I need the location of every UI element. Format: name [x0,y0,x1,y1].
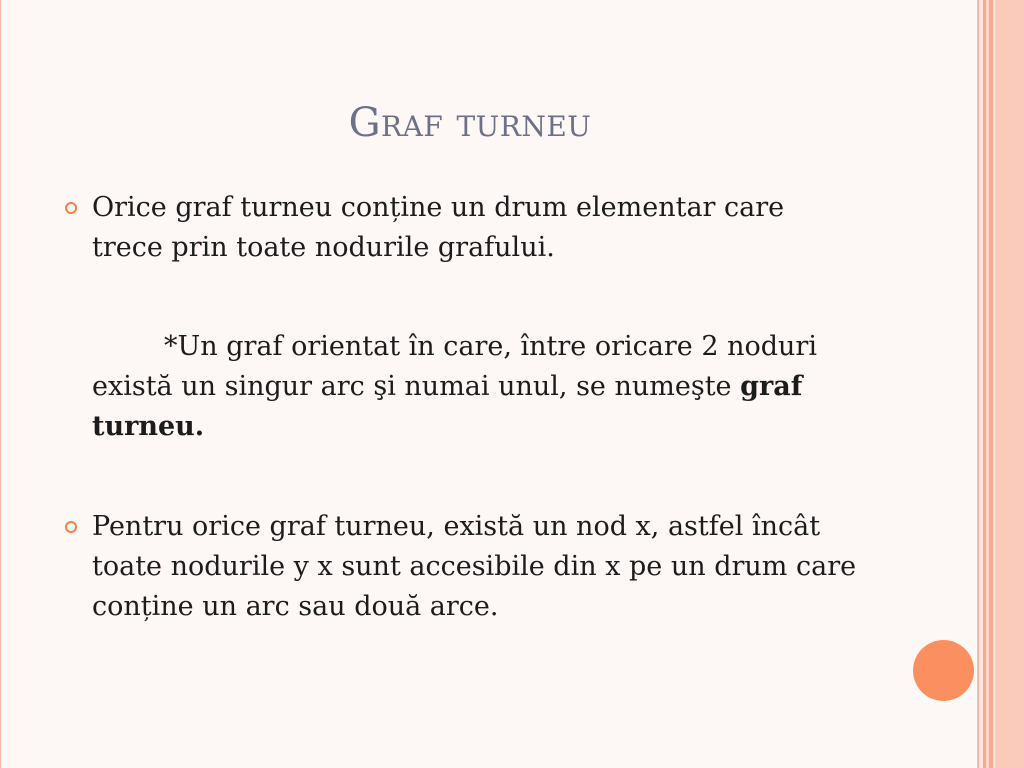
decorative-stripe [995,0,1024,768]
bullet-ring-icon [65,521,77,533]
slide-title: Graf turneu [348,100,592,146]
bullet-ring-icon [65,202,77,214]
orange-circle-decoration [913,640,974,701]
bullet-item-2-bold: graf turneu. [92,371,803,442]
bullet-item-1: Orice graf turneu conține un drum elementar care trece prin toate nodurile grafului. [92,192,785,263]
bullet-item-3: Pentru orice graf turneu, există un nod x, astfel încât toate nodurile y x sunt accesibile din x pe un drum care conține un arc sau două arce. [92,511,857,622]
bullet-item-2 [92,327,862,447]
bullet-item-2-text: *Un graf orientat în care, între oricare 2 noduri există un singur arc şi numai unul, se numeşte [92,331,817,402]
